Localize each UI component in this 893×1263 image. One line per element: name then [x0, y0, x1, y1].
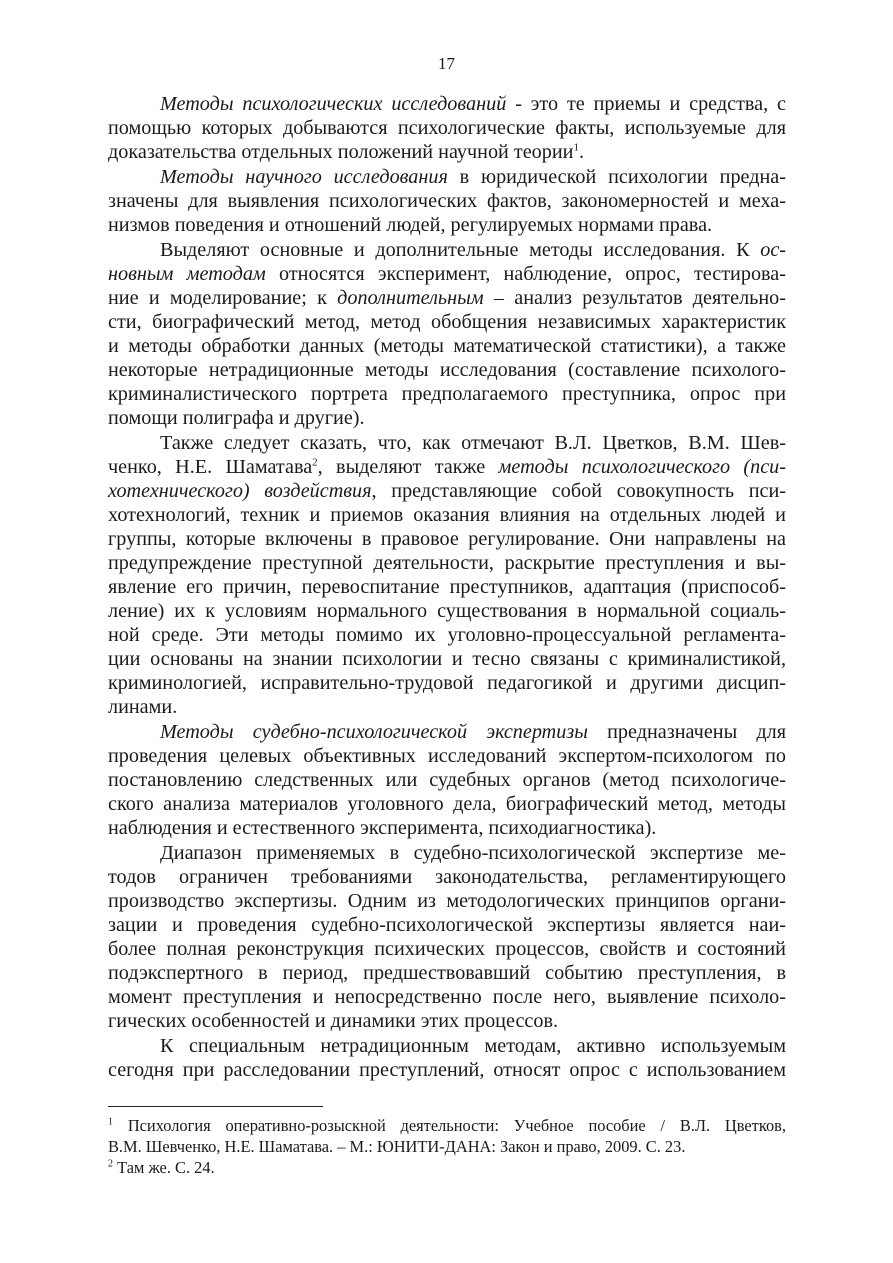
- paragraph-4-line-10: ции основаны на знании психологии и тесно связаны с криминалистикой,: [108, 648, 786, 670]
- paragraph-3-line-7: криминалистического портрета предполагаемого преступника, опрос при: [108, 383, 786, 405]
- text-segment: .: [578, 141, 585, 163]
- paragraph-6-line-3: производство экспертизы. Одним из методологических принципов органи-: [108, 890, 786, 912]
- paragraph-4-line-1: Также следует сказать, что, как отмечают В.Л. Цветков, В.М. Шев-: [160, 432, 786, 454]
- paragraph-2-line-2: значены для выявления психологических фактов, закономерностей и меха-: [108, 190, 786, 212]
- paragraph-6-line-1: Диапазон применяемых в судебно-психологической экспертизе ме-: [160, 842, 786, 864]
- footnote-ref-1[interactable]: 1: [573, 141, 579, 154]
- paragraph-3-line-8: помощи полиграфа и другие).: [108, 407, 365, 429]
- paragraph-2-line-3: низмов поведения и отношений людей, регулируемых нормами права.: [108, 214, 713, 236]
- paragraph-3-line-5: и методы обработки данных (методы математической статистики), а также: [108, 335, 786, 357]
- text-segment: относятся эксперимент, наблюдение, опрос, тестирова-: [265, 263, 786, 285]
- italic-term: Методы психологических исследований: [160, 93, 507, 115]
- paragraph-4-line-5: группы, которые включены в правовое регулирование. Они направлены на: [108, 528, 786, 550]
- italic-term: хотехнического) воздействия: [108, 480, 372, 502]
- paragraph-7-line-2: сегодня при расследовании преступлений, относят опрос с использованием: [108, 1059, 786, 1081]
- paragraph-6-line-2: тодов ограничен требованиями законодательства, регламентирующего: [108, 866, 786, 888]
- paragraph-6-line-6: подэкспертного в период, предшествовавший событию преступления, в: [108, 962, 786, 984]
- footnote-mark-2: 2: [108, 1158, 113, 1170]
- italic-term: дополнительным: [337, 287, 484, 309]
- paragraph-4-line-12: линами.: [108, 696, 178, 718]
- footnote-1-line-1: [108, 1115, 786, 1136]
- footnote-mark-1: 1: [108, 1116, 113, 1128]
- paragraph-5-line-3: постановлению следственных или судебных органов (метод психологиче-: [108, 769, 786, 791]
- paragraph-4-line-2: [108, 455, 786, 479]
- text-segment: Психология оперативно-розыскной деятельности: Учебное пособие / В.Л. Цветков,: [113, 1116, 786, 1135]
- footnote-divider: [108, 1106, 323, 1107]
- text-segment: Выделяют основные и дополнительные методы исследования. К: [160, 239, 761, 261]
- paragraph-4-line-3: [108, 479, 786, 503]
- text-segment: , выделяют также: [317, 456, 499, 478]
- text-segment: ние и моделирование; к: [108, 287, 338, 309]
- paragraph-3-line-4: сти, биографический метод, метод обобщения независимых характеристик: [108, 311, 786, 333]
- text-segment: Там же. С. 24.: [113, 1158, 215, 1177]
- italic-term: Методы научного исследования: [160, 166, 448, 188]
- footnote-ref-2[interactable]: 2: [312, 456, 318, 469]
- paragraph-4-line-4: хотехнологий, техник и приемов оказания влияния на отдельных людей и: [108, 504, 786, 526]
- paragraph-4-line-7: явление его причин, перевоспитание преступников, адаптация (приспособ-: [108, 576, 786, 598]
- paragraph-5-line-1: [160, 720, 786, 744]
- paragraph-5-line-4: ского анализа материалов уголовного дела, биографический метод, методы: [108, 793, 786, 815]
- italic-term: новным методам: [108, 263, 266, 285]
- paragraph-1-line-1: [160, 92, 786, 116]
- text-segment: ченко, Н.Е. Шаматава: [108, 456, 313, 478]
- paragraph-3-line-3: [108, 286, 786, 310]
- page-number: 17: [438, 54, 455, 73]
- paragraph-4-line-6: предупреждение преступной деятельности, раскрытие преступления и вы-: [108, 552, 786, 574]
- paragraph-3-line-1: [160, 238, 786, 262]
- paragraph-3-line-6: некоторые нетрадиционные методы исследования (составление психолого-: [108, 359, 786, 381]
- paragraph-2-line-1: [160, 165, 786, 189]
- paragraph-1-line-3: [108, 140, 786, 164]
- paragraph-1-line-2: помощью которых добываются психологические факты, используемые для: [108, 117, 786, 139]
- text-segment: - это те приемы и средства, с: [506, 93, 786, 115]
- text-segment: , представляющие собой совокупность пси-: [371, 480, 786, 502]
- paragraph-5-line-2: проведения целевых объективных исследований экспертом-психологом по: [108, 745, 786, 767]
- text-segment: предназначены для: [587, 721, 787, 743]
- footnote-1-line-2: В.М. Шевченко, Н.Е. Шаматава. – М.: ЮНИТИ-ДАНА: Закон и право, 2009. С. 23.: [108, 1137, 686, 1156]
- paragraph-3-line-2: [108, 262, 786, 286]
- italic-term: методы психологического (пси-: [498, 456, 786, 478]
- paragraph-5-line-5: наблюдения и естественного эксперимента, психодиагностика).: [108, 817, 657, 839]
- paragraph-7-line-1: К специальным нетрадиционным методам, активно используемым: [160, 1035, 786, 1057]
- paragraph-6-line-7: момент преступления и непосредственно после него, выявление психоло-: [108, 986, 786, 1008]
- italic-term: ос-: [760, 239, 786, 261]
- paragraph-6-line-5: более полная реконструкция психических процессов, свойств и состояний: [108, 938, 786, 960]
- paragraph-4-line-11: криминологией, исправительно-трудовой педагогикой и другими дисцип-: [108, 672, 786, 694]
- paragraph-6-line-8: гических особенностей и динамики этих процессов.: [108, 1010, 559, 1032]
- paragraph-4-line-9: ной среде. Эти методы помимо их уголовно-процессуальной регламента-: [108, 624, 786, 646]
- text-segment: – анализ результатов деятельно-: [483, 287, 786, 309]
- paragraph-6-line-4: зации и проведения судебно-психологической экспертизы является наи-: [108, 914, 786, 936]
- italic-term: Методы судебно-психологической экспертизы: [160, 721, 588, 743]
- footnote-2: [108, 1157, 786, 1178]
- text-segment: в юридической психологии предна-: [447, 166, 786, 188]
- text-segment: доказательства отдельных положений научной теории: [108, 141, 574, 163]
- paragraph-4-line-8: ление) их к условиям нормального существования в нормальной социаль-: [108, 600, 786, 622]
